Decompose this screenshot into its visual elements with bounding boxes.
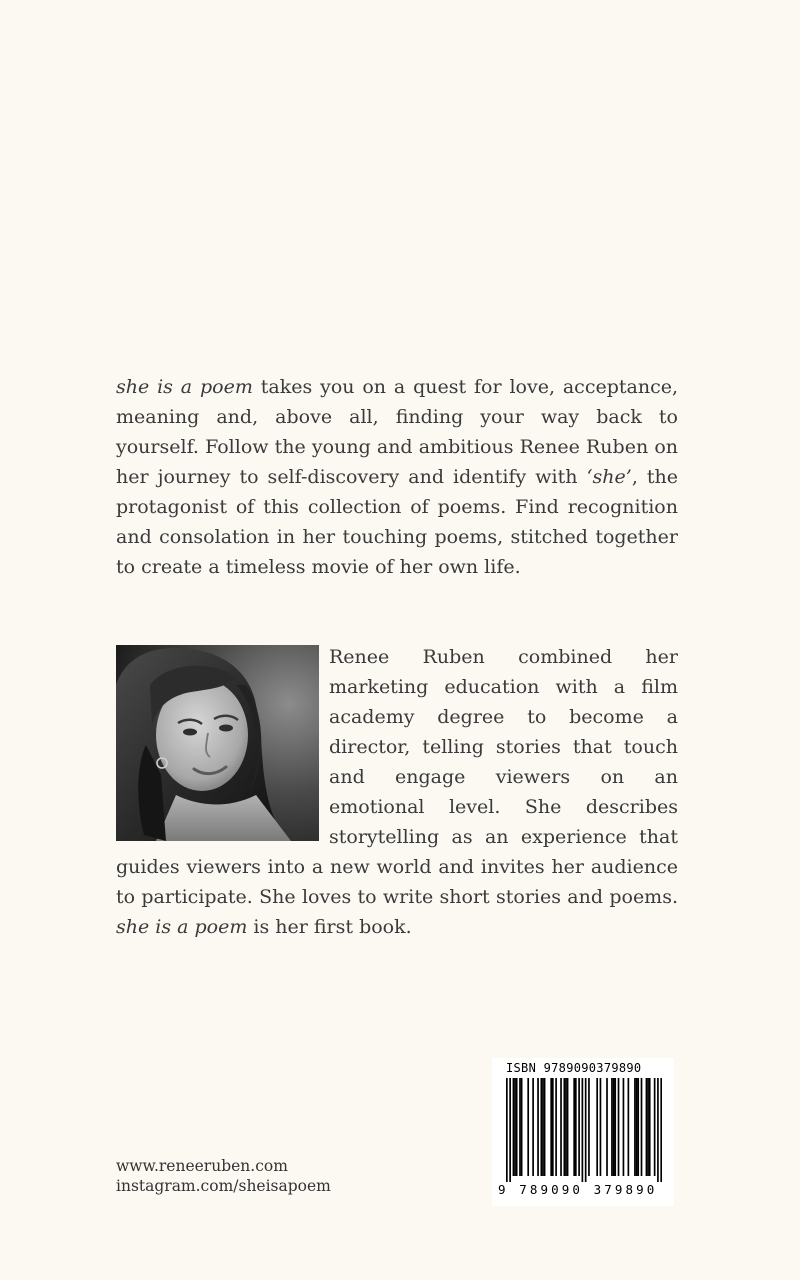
barcode-bar xyxy=(646,1078,648,1176)
barcode-bar xyxy=(582,1078,584,1182)
website-link[interactable]: www.reneeruben.com xyxy=(116,1157,288,1175)
barcode-bar xyxy=(611,1078,613,1176)
blurb-text-2: , the protagonist of this collection of poems. Find recognition and consolation in her touching poems, stitched together to create a timeless movie of her own life. xyxy=(116,466,678,578)
barcode-bar xyxy=(641,1078,643,1176)
barcode-bar xyxy=(521,1078,523,1176)
barcode-bar xyxy=(636,1078,638,1176)
barcode-bar xyxy=(649,1078,651,1176)
isbn-digits: 9 789090 379890 xyxy=(498,1182,658,1197)
barcode-bar xyxy=(573,1078,575,1176)
barcode-bar xyxy=(527,1078,529,1176)
book-title-italic: she is a poem xyxy=(116,376,253,398)
barcode-bar xyxy=(618,1078,620,1176)
barcode-bars xyxy=(506,1078,662,1182)
barcode-bar xyxy=(540,1078,542,1176)
barcode-bar xyxy=(647,1078,649,1176)
barcode-bar xyxy=(532,1078,534,1176)
barcode-bar xyxy=(596,1078,598,1176)
barcode-bar xyxy=(516,1078,518,1176)
barcode-bar xyxy=(660,1078,662,1182)
barcode-bar xyxy=(550,1078,552,1176)
bio-text: Renee Ruben combined her marketing education with a film academy degree to become a director, telling stories that touch and engage viewers on an emotional level. She describes storytelling as an experience that guides viewers into a new world and invites her audience to participate. She loves to write short stories and poems. xyxy=(116,646,678,908)
barcode-bar xyxy=(542,1078,544,1176)
isbn-barcode xyxy=(492,1058,674,1206)
isbn-label: ISBN 9789090379890 xyxy=(506,1061,642,1075)
protagonist-name: ‘she’ xyxy=(586,466,632,488)
barcode-bar xyxy=(509,1078,511,1182)
bio-ending: is her first book. xyxy=(247,916,412,938)
barcode-bar xyxy=(506,1078,508,1182)
barcode-bar xyxy=(623,1078,625,1176)
barcode-bar xyxy=(513,1078,515,1176)
barcode-bar xyxy=(657,1078,659,1182)
barcode-bar xyxy=(578,1078,580,1176)
barcode-bar xyxy=(565,1078,567,1176)
blurb-text-1: takes you on a quest for love, acceptance, meaning and, above all, finding your way back to yourself. Follow the young and ambitious Renee Ruben on her journey to self-discovery and identify with xyxy=(116,376,678,488)
barcode-bar xyxy=(555,1078,557,1176)
barcode-bar xyxy=(606,1078,608,1176)
instagram-link[interactable]: instagram.com/sheisapoem xyxy=(116,1177,331,1195)
barcode-bar xyxy=(560,1078,562,1176)
barcode-bar xyxy=(614,1078,616,1176)
barcode-bar xyxy=(575,1078,577,1176)
barcode-bar xyxy=(637,1078,639,1176)
barcode-bar xyxy=(588,1078,590,1176)
barcode-bar xyxy=(519,1078,521,1176)
bio-book-title-italic: she is a poem xyxy=(116,916,248,938)
author-links xyxy=(116,1156,331,1196)
author-portrait xyxy=(116,645,319,841)
barcode-bar xyxy=(634,1078,636,1176)
barcode-bar xyxy=(585,1078,587,1182)
barcode-bar xyxy=(567,1078,569,1176)
barcode-bar xyxy=(600,1078,602,1176)
back-cover-blurb xyxy=(116,372,678,582)
barcode-bar xyxy=(544,1078,546,1176)
barcode-bar xyxy=(552,1078,554,1176)
barcode-bar xyxy=(628,1078,630,1176)
barcode-bar xyxy=(537,1078,539,1176)
barcode-bar xyxy=(654,1078,656,1176)
barcode-bar xyxy=(563,1078,565,1176)
author-bio xyxy=(116,642,678,942)
barcode-bar xyxy=(514,1078,516,1176)
barcode-bar xyxy=(613,1078,615,1176)
